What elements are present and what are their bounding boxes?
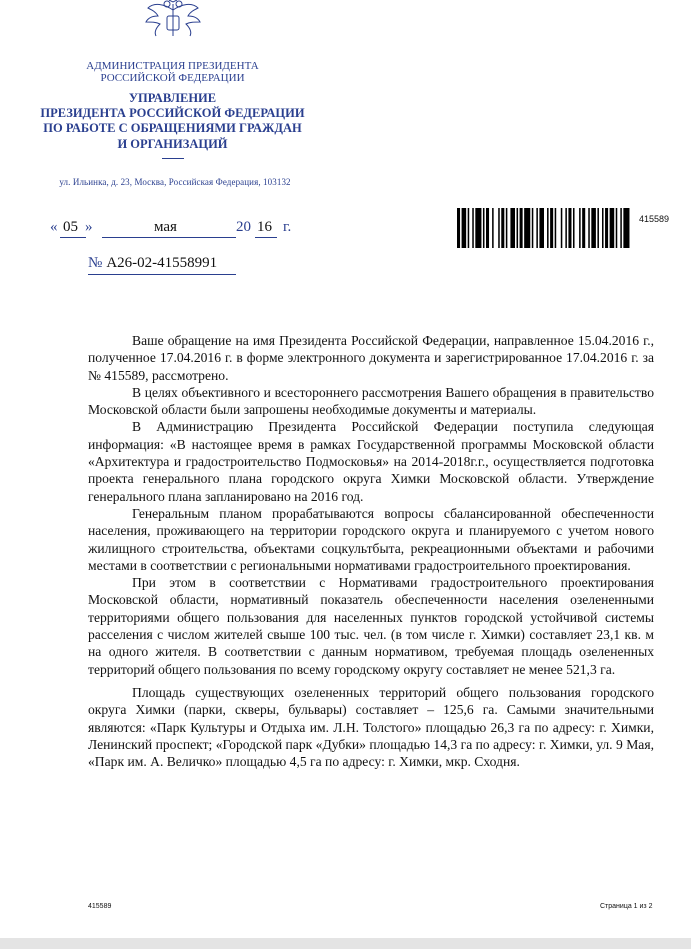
barcode-bar bbox=[498, 208, 500, 248]
date-month: мая bbox=[154, 219, 177, 235]
letter-date bbox=[50, 219, 310, 239]
date-close-quote: » bbox=[85, 219, 93, 235]
dept-title-line4: И ОРГАНИЗАЦИЙ bbox=[117, 137, 228, 151]
date-year: 16 bbox=[257, 219, 272, 235]
barcode-bar bbox=[520, 208, 523, 248]
date-month-underline bbox=[102, 237, 236, 238]
dept-title-line1: УПРАВЛЕНИЕ bbox=[128, 91, 217, 105]
reference-underline bbox=[88, 274, 236, 275]
barcode-bar bbox=[555, 208, 557, 248]
barcode-bar bbox=[602, 208, 604, 248]
barcode-bar bbox=[457, 208, 460, 248]
barcode-bar bbox=[501, 208, 504, 248]
date-year-suffix: г. bbox=[283, 219, 292, 235]
barcode-bar bbox=[610, 208, 615, 248]
dept-title-line3: ПО РАБОТЕ С ОБРАЩЕНИЯМИ ГРАЖДАН bbox=[43, 121, 302, 135]
barcode-number: 415589 bbox=[639, 214, 670, 224]
barcode-bar bbox=[565, 208, 567, 248]
date-open-quote: « bbox=[50, 219, 58, 235]
barcode-bar bbox=[597, 208, 599, 248]
barcode-bar bbox=[561, 208, 563, 248]
header-divider bbox=[162, 158, 184, 159]
coat-of-arms-icon bbox=[140, 0, 206, 40]
date-day-underline bbox=[60, 237, 86, 238]
paragraph-3: В Администрацию Президента Российской Федерации поступила следующая информация: «В настоящее время в рамках Государственной программы Московской области «Архитектура и градостроительство Подмосковья» на 2014-2018г.г., осуществляется подготовка проекта генерального плана городского округа Химки Московской области. Утверждение генерального плана запланировано на 2016 год. bbox=[88, 419, 654, 504]
footer-page-number: Страница 1 из 2 bbox=[600, 903, 653, 910]
barcode-bar bbox=[547, 208, 549, 248]
footer-doc-number: 415589 bbox=[88, 903, 112, 910]
admin-title-line1: АДМИНИСТРАЦИЯ ПРЕЗИДЕНТА bbox=[86, 60, 259, 72]
barcode-bar bbox=[524, 208, 530, 248]
barcode-bar bbox=[517, 208, 519, 248]
page-bottom-edge bbox=[0, 938, 691, 949]
barcode-bar bbox=[462, 208, 467, 248]
barcode-bar bbox=[483, 208, 485, 248]
date-day: 05 bbox=[63, 219, 78, 235]
barcode bbox=[457, 208, 631, 248]
barcode-bar bbox=[591, 208, 596, 248]
date-century: 20 bbox=[236, 219, 251, 235]
barcode-bar bbox=[620, 208, 622, 248]
barcode-bar bbox=[492, 208, 494, 248]
paragraph-6: Площадь существующих озелененных территорий общего пользования городского округа Химки (парки, скверы, бульвары) составляет – 125,6 га. Самыми значительными являются: «Парк Культуры и Отдыха им. Л.Н. Толстого» площадью 26,3 га по адресу: г. Химки, Ленинский проспект; «Городской парк «Дубки» площадью 14,3 га по адресу: г. Химки, ул. 9 Мая, «Парк им. А. Величко» площадью 4,5 га по адресу: г. Химки, мкр. Сходня. bbox=[88, 684, 654, 770]
reference-number bbox=[88, 255, 217, 272]
admin-title-line2: РОССИЙСКОЙ ФЕДЕРАЦИИ bbox=[100, 72, 245, 84]
barcode-bar bbox=[475, 208, 481, 248]
barcode-bar bbox=[539, 208, 544, 248]
barcode-bar bbox=[573, 208, 575, 248]
barcode-bar bbox=[605, 208, 608, 248]
barcode-bar bbox=[536, 208, 538, 248]
paragraph-5: При этом в соответствии с Нормативами градостроительного проектирования Московской области, нормативный показатель обеспеченности населения озелененными территориями общего пользования для населенных пунктов городской устойчивой системы расселения с числом жителей свыше 100 тыс. чел. (в том числе г. Химки) составляет 23,1 кв. м на одного жителя. В соответствии с данным нормативом, требуемая площадь озелененных территорий общего пользования по всему городскому округу составляет не менее 521,3 га. bbox=[88, 575, 654, 677]
paragraph-2: В целях объективного и всестороннего рассмотрения Вашего обращения в правительство Московской области были запрошены необходимые документы и материалы. bbox=[88, 384, 654, 418]
barcode-bar bbox=[616, 208, 618, 248]
sender-address: ул. Ильинка, д. 23, Москва, Российская Федерация, 103132 bbox=[59, 177, 291, 187]
dept-title-line2: ПРЕЗИДЕНТА РОССИЙСКОЙ ФЕДЕРАЦИИ bbox=[40, 106, 305, 120]
barcode-bar bbox=[532, 208, 534, 248]
barcode-bar bbox=[588, 208, 590, 248]
barcode-bar bbox=[472, 208, 474, 248]
barcode-bar bbox=[506, 208, 508, 248]
barcode-bar bbox=[468, 208, 470, 248]
reference-number-value: А26-02-41558991 bbox=[106, 255, 218, 271]
date-year-underline bbox=[255, 237, 277, 238]
barcode-bar bbox=[486, 208, 489, 248]
paragraph-1: Ваше обращение на имя Президента Российской Федерации, направленное 15.04.2016 г., полученное 17.04.2016 г. в форме электронного документа и зарегистрированное 17.04.2016 г. за № 415589, рассмотрено. bbox=[88, 333, 654, 383]
barcode-bar bbox=[623, 208, 629, 248]
barcode-bar bbox=[510, 208, 515, 248]
barcode-bar bbox=[550, 208, 553, 248]
barcode-bar bbox=[582, 208, 585, 248]
number-sign: № bbox=[88, 255, 103, 271]
barcode-bar bbox=[579, 208, 581, 248]
paragraph-4: Генеральным планом прорабатываются вопросы сбалансированной обеспеченности населения, проживающего на территории городского округа и планируемого с учетом нового жилищного строительства, объектами соцкультбыта, рекреационными объектами и рабочими местами в соответствии с региональными нормативами градостроительного проектирования. bbox=[88, 505, 654, 573]
barcode-bar bbox=[568, 208, 571, 248]
letter-body bbox=[88, 332, 654, 770]
